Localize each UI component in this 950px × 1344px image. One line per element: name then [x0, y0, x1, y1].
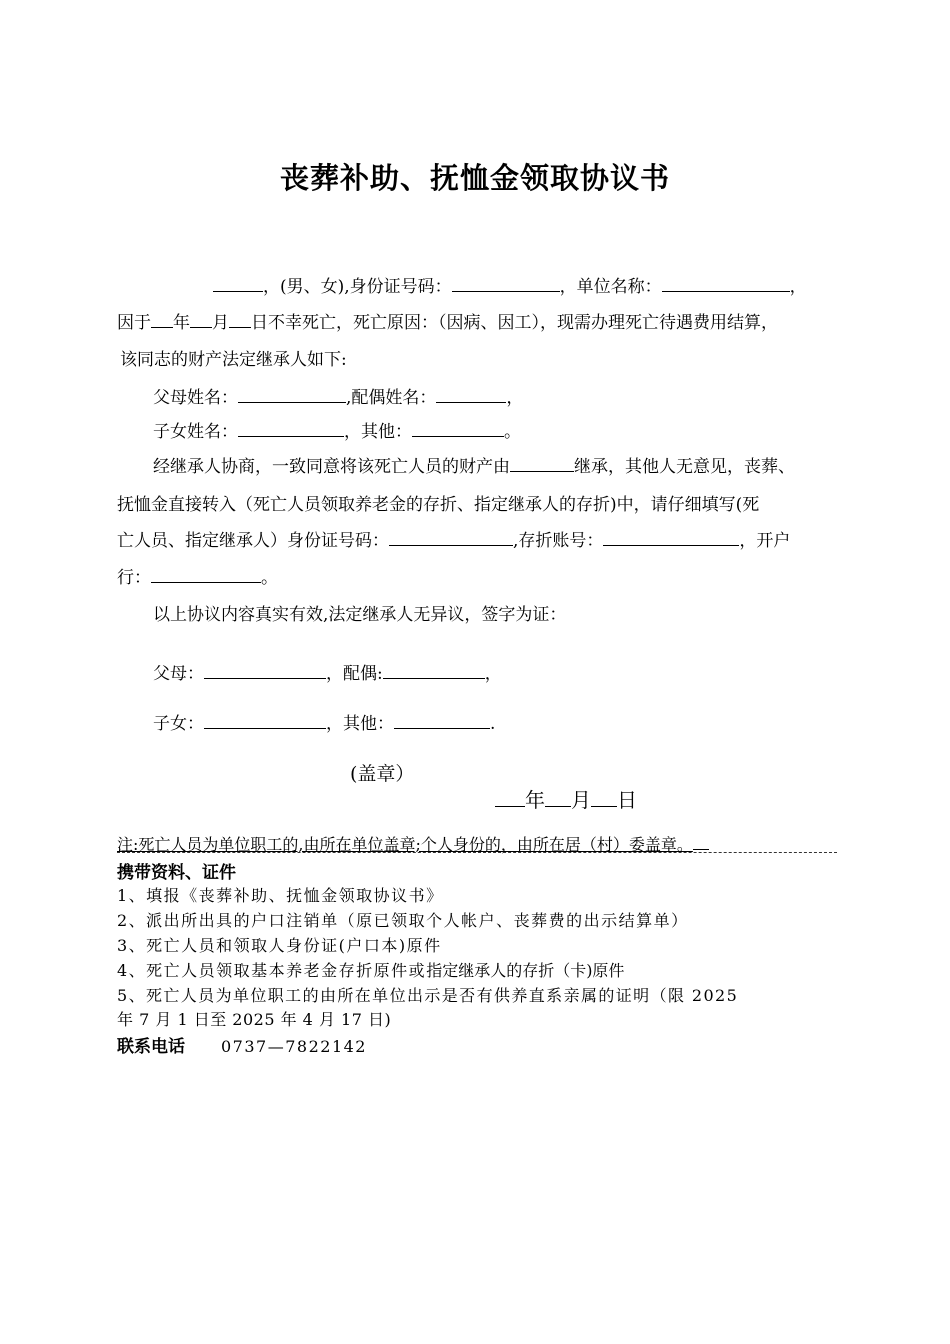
parents-name-blank[interactable] — [238, 387, 346, 403]
children-name-blank[interactable] — [238, 421, 344, 437]
day-label: 日 — [617, 788, 637, 812]
materials-heading: 携带资料、证件 — [117, 863, 236, 883]
dashed-divider — [117, 852, 837, 853]
spouse-signature-blank[interactable] — [383, 663, 485, 679]
sign-month-blank[interactable] — [545, 789, 571, 807]
materials-item-1: 1、填报《丧葬补助、抚恤金领取协议书》 — [117, 886, 444, 905]
bank-label-2: 行： — [117, 568, 151, 588]
contact-label: 联系电话 — [117, 1037, 185, 1057]
year-label: 年 — [173, 313, 190, 333]
due-to-label: 因于 — [117, 313, 151, 333]
confirmation-text: 以上协议内容真实有效,法定继承人无异议，签字为证： — [153, 605, 567, 625]
bank-label: ，开户 — [739, 531, 791, 551]
agreement-text-2: 继承，其他人无意见，丧葬、 — [574, 457, 795, 477]
agreement-line-4 — [117, 563, 278, 588]
agreement-text: 经继承人协商，一致同意将该死亡人员的财产由 — [153, 457, 510, 477]
death-year-blank[interactable] — [151, 312, 173, 328]
inheritor-blank[interactable] — [510, 456, 574, 472]
parents-sign-label: 父母： — [153, 664, 204, 684]
period: 。 — [504, 422, 521, 442]
contact-phone: 0737—7822142 — [221, 1037, 367, 1056]
parents-spouse-line — [153, 383, 523, 408]
note-underline — [693, 835, 709, 850]
parents-name-label: 父母姓名： — [153, 388, 238, 408]
seal-note-text: 注:死亡人员为单位职工的,由所在单位盖章;个人身份的，由所在居（村）委盖章。 — [117, 835, 693, 854]
children-signature-blank[interactable] — [204, 713, 326, 729]
materials-item-4-text: 4、死亡人员领取基本养老金存折原件或 — [117, 961, 427, 980]
period: . — [490, 714, 496, 734]
sign-date-line — [495, 784, 637, 813]
id-number-blank[interactable] — [452, 276, 560, 292]
children-sign-label: 子女： — [153, 714, 204, 734]
death-date-line — [117, 308, 778, 333]
month-label: 月 — [212, 313, 229, 333]
agreement-line-2: 抚恤金直接转入（死亡人员领取养老金的存折、指定继承人的存折)中，请仔细填写(死 — [117, 495, 760, 515]
death-day-blank[interactable] — [229, 312, 251, 328]
comma: ， — [506, 388, 524, 408]
comma: ， — [484, 664, 502, 684]
other-name-blank[interactable] — [412, 421, 504, 437]
year-label: 年 — [525, 788, 545, 812]
materials-item-2: 2、派出所出具的户口注销单（原已领取个人帐户、丧葬费的出示结算单） — [117, 911, 689, 930]
gender-id-label: ，(男、女),身份证号码： — [263, 277, 452, 297]
children-other-line — [153, 417, 521, 442]
bank-name-blank[interactable] — [151, 567, 261, 583]
materials-item-4-text-2: 指定继承人的存折（卡)原件 — [426, 961, 625, 980]
heirs-intro: 该同志的财产法定继承人如下: — [120, 350, 347, 370]
materials-item-5: 5、死亡人员为单位职工的由所在单位出示是否有供养直系亲属的证明（限 2025 — [117, 986, 739, 1005]
id-number-label: 亡人员、指定继承人）身份证号码： — [117, 531, 389, 551]
period: 。 — [261, 568, 278, 588]
parents-signature-blank[interactable] — [204, 663, 326, 679]
agreement-line-3 — [117, 526, 790, 551]
other-signature-blank[interactable] — [394, 713, 490, 729]
month-label: 月 — [571, 788, 591, 812]
comma: ， — [789, 277, 807, 297]
agreement-line-1 — [153, 452, 795, 477]
deceased-info-line — [213, 272, 807, 297]
spouse-sign-label: ，配偶: — [326, 664, 383, 684]
spouse-name-blank[interactable] — [436, 387, 506, 403]
contact-line — [117, 1032, 367, 1057]
account-number-label: ,存折账号： — [513, 531, 604, 551]
heir-id-number-blank[interactable] — [389, 530, 513, 546]
sign-day-blank[interactable] — [591, 789, 617, 807]
signature-line-2 — [153, 709, 495, 734]
spouse-name-label: ,配偶姓名： — [346, 388, 437, 408]
page-title: 丧葬补助、抚恤金领取协议书 — [279, 161, 670, 195]
other-sign-label: ，其他： — [326, 714, 394, 734]
children-name-label: 子女姓名： — [153, 422, 238, 442]
seal-label: (盖章） — [350, 763, 415, 785]
unit-name-label: ，单位名称： — [559, 277, 662, 297]
materials-item-3: 3、死亡人员和领取人身份证(户口本)原件 — [117, 936, 442, 955]
account-number-blank[interactable] — [603, 530, 739, 546]
other-name-label: ，其他： — [344, 422, 412, 442]
death-month-blank[interactable] — [190, 312, 212, 328]
signature-line-1 — [153, 659, 502, 684]
unit-name-blank[interactable] — [662, 276, 790, 292]
materials-item-5-cont: 年 7 月 1 日至 2025 年 4 月 17 日) — [117, 1010, 392, 1029]
materials-item-4 — [117, 958, 624, 981]
name-blank[interactable] — [213, 276, 263, 292]
death-cause-text: 日不幸死亡，死亡原因：（因病、因工），现需办理死亡待遇费用结算， — [251, 313, 778, 333]
sign-year-blank[interactable] — [495, 789, 525, 807]
